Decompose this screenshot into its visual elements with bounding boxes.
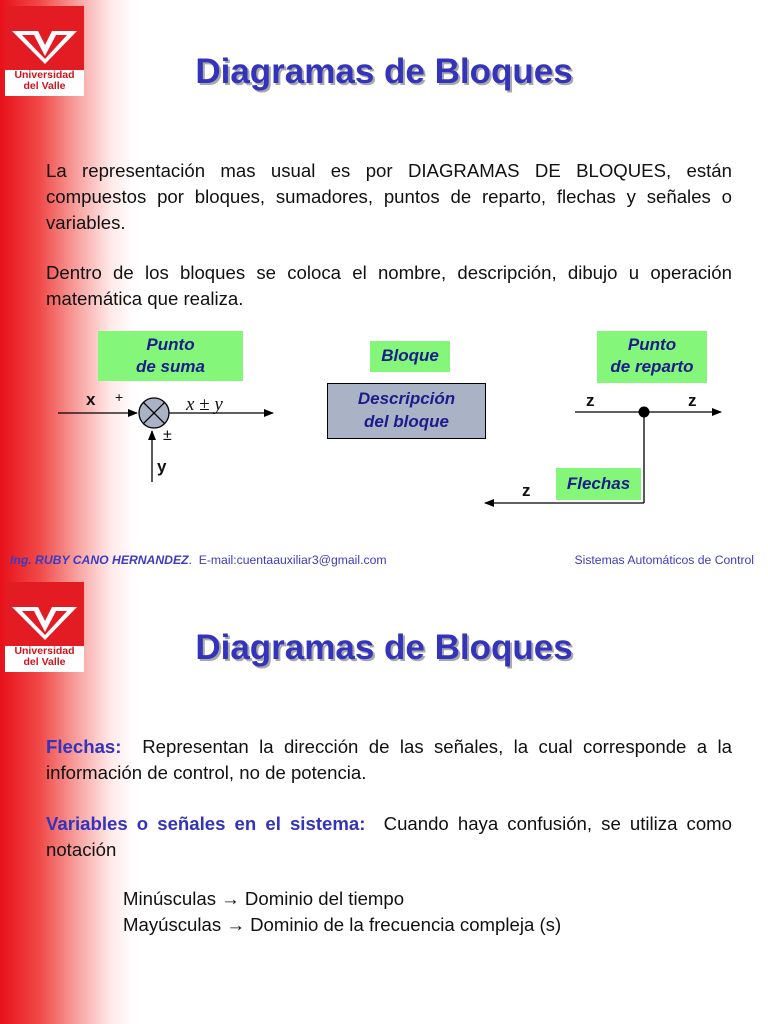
input-y-label: y (157, 457, 167, 476)
footer-course: Sistemas Automáticos de Control (574, 553, 754, 567)
footer-author (10, 553, 387, 567)
variables-term: Variables o señales en el sistema: (46, 813, 366, 834)
author-separator: . (188, 553, 199, 567)
plusminus-sign: ± (163, 427, 172, 444)
summing-point-label (98, 331, 243, 381)
slide-title: Diagramas de Bloques (195, 52, 573, 91)
block-description-line-1: Descripción (357, 389, 456, 408)
input-x-label: x (86, 390, 96, 409)
summing-point-line-2: de suma (136, 357, 205, 376)
arrows-term: Flechas: (46, 736, 122, 757)
arrows-definition: Representan la dirección de las señales, la cual corresponde a la información de control, no de potencia. (46, 736, 732, 783)
blocks-paragraph: Dentro de los bloques se coloca el nombre, descripción, dibujo u operación matemática que realiza. (46, 262, 732, 309)
intro-paragraph: La representación mas usual es por DIAGRAMAS DE BLOQUES, están compuestos por bloques, sumadores, puntos de reparto, flechas y señales o variables. (46, 160, 732, 233)
distribution-point-label (597, 331, 707, 383)
sum-output-label: x ± y (186, 394, 223, 415)
distribution-point-line-2: de reparto (610, 357, 694, 376)
signal-z-return-label: z (522, 481, 531, 500)
slide-title: Diagramas de Bloques (195, 628, 573, 667)
signal-z-in-label: z (586, 391, 595, 410)
block-label: Bloque (370, 341, 450, 372)
author-name: Ing. RUBY CANO HERNANDEZ (10, 553, 189, 567)
author-email: E-mail:cuentaauxiliar3@gmail.com (198, 553, 387, 567)
slide-2 (0, 576, 768, 1024)
variables-definition: Cuando haya confusión, se utiliza como notación (46, 813, 733, 860)
distribution-point-line-1: Punto (627, 335, 677, 354)
block-description-line-2: del bloque (364, 412, 449, 431)
notation-lowercase: Minúsculas → Dominio del tiempo (123, 888, 405, 909)
logo-line-1: Universidad (14, 645, 75, 657)
plus-sign: + (115, 389, 124, 405)
summing-point-line-1: Punto (146, 335, 195, 354)
block-description-box (327, 383, 486, 439)
signal-z-out-label: z (688, 391, 697, 410)
arrows-paragraph (46, 734, 732, 786)
logo-line-2: del Valle (23, 80, 66, 92)
variables-paragraph (46, 811, 732, 863)
logo-line-1: Universidad (14, 69, 75, 81)
logo-line-2: del Valle (23, 656, 66, 668)
notation-uppercase: Mayúsculas → Dominio de la frecuencia compleja (s) (123, 914, 562, 935)
arrows-label: Flechas (556, 468, 641, 500)
